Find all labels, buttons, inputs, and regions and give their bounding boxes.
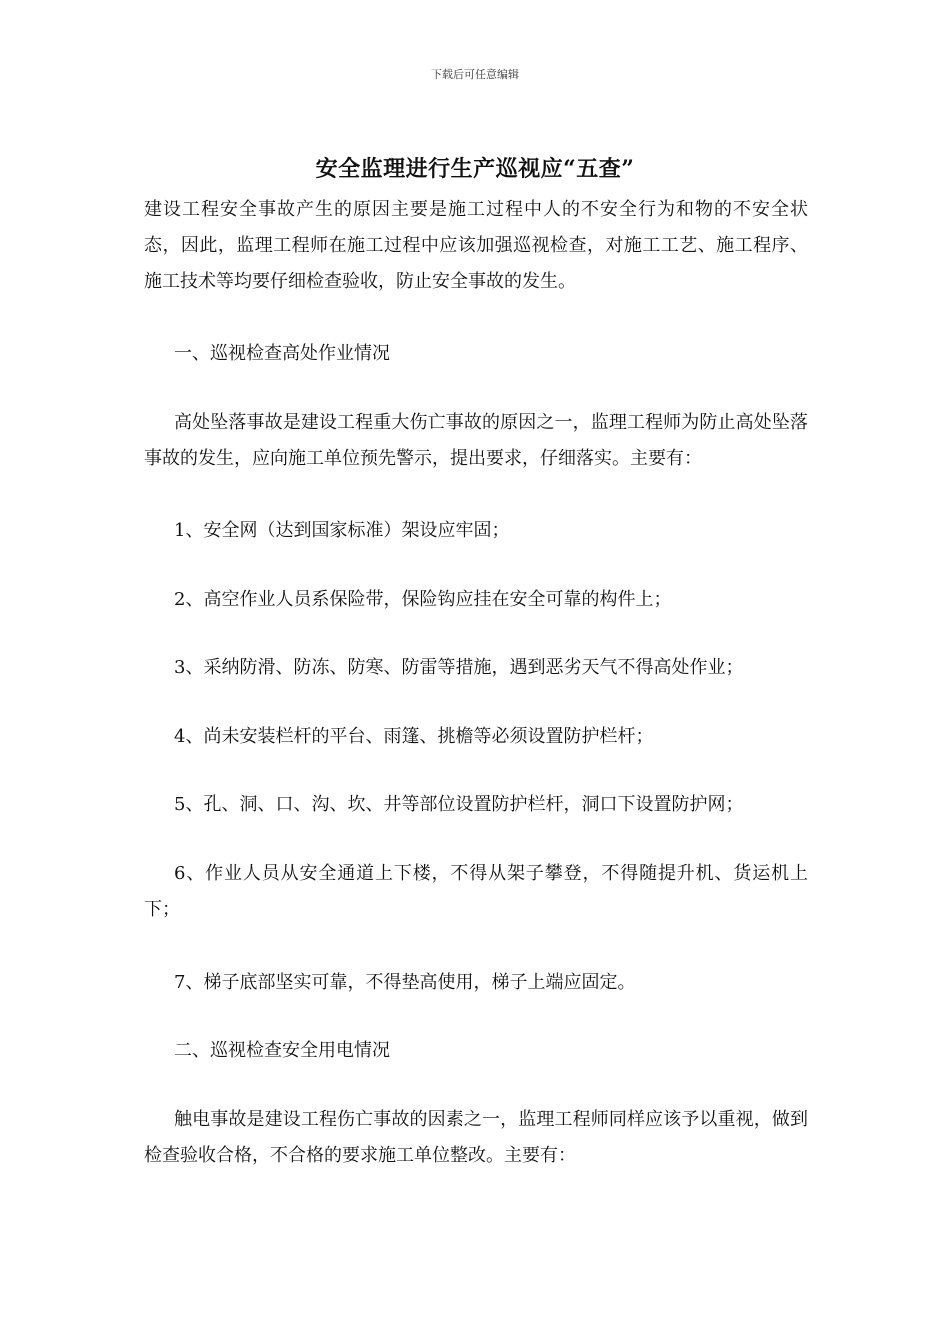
section-1-heading: 一、巡视检查高处作业情况 xyxy=(174,343,390,364)
intro-paragraph: 建设工程安全事故产生的原因主要是施工过程中人的不安全行为和物的不安全状态，因此，监理工程师在施工过程中应该加强巡视检查，对施工工艺、施工程序、施工技术等均要仔细检查验收，防止安全事故的发生。 xyxy=(144,199,808,292)
page-header: 下载后可任意编辑 xyxy=(431,68,519,81)
section-1-item-1: 1、安全网（达到国家标准）架设应牢固； xyxy=(174,520,510,541)
section-2-heading: 二、巡视检查安全用电情况 xyxy=(174,1040,390,1061)
section-1-item-5: 5、孔、洞、口、沟、坎、井等部位设置防护栏杆，洞口下设置防护网； xyxy=(174,794,744,815)
section-1-item-4: 4、尚未安装栏杆的平台、雨篷、挑檐等必须设置防护栏杆； xyxy=(174,726,654,747)
section-1-item-3: 3、采纳防滑、防冻、防寒、防雷等措施，遇到恶劣天气不得高处作业； xyxy=(174,657,744,678)
document-title: 安全监理进行生产巡视应“五查” xyxy=(315,156,635,182)
section-1-item-2: 2、高空作业人员系保险带，保险钩应挂在安全可靠的构件上； xyxy=(174,589,672,610)
section-2-intro: 触电事故是建设工程伤亡事故的因素之一，监理工程师同样应该予以重视，做到检查验收合格，不合格的要求施工单位整改。主要有： xyxy=(144,1109,808,1166)
section-1-item-7: 7、梯子底部坚实可靠，不得垫高使用，梯子上端应固定。 xyxy=(174,972,636,993)
section-1-item-6: 6、作业人员从安全通道上下楼，不得从架子攀登，不得随提升机、货运机上下； xyxy=(144,863,808,920)
section-1-intro: 高处坠落事故是建设工程重大伤亡事故的原因之一，监理工程师为防止高处坠落事故的发生，应向施工单位预先警示，提出要求，仔细落实。主要有： xyxy=(144,412,808,469)
